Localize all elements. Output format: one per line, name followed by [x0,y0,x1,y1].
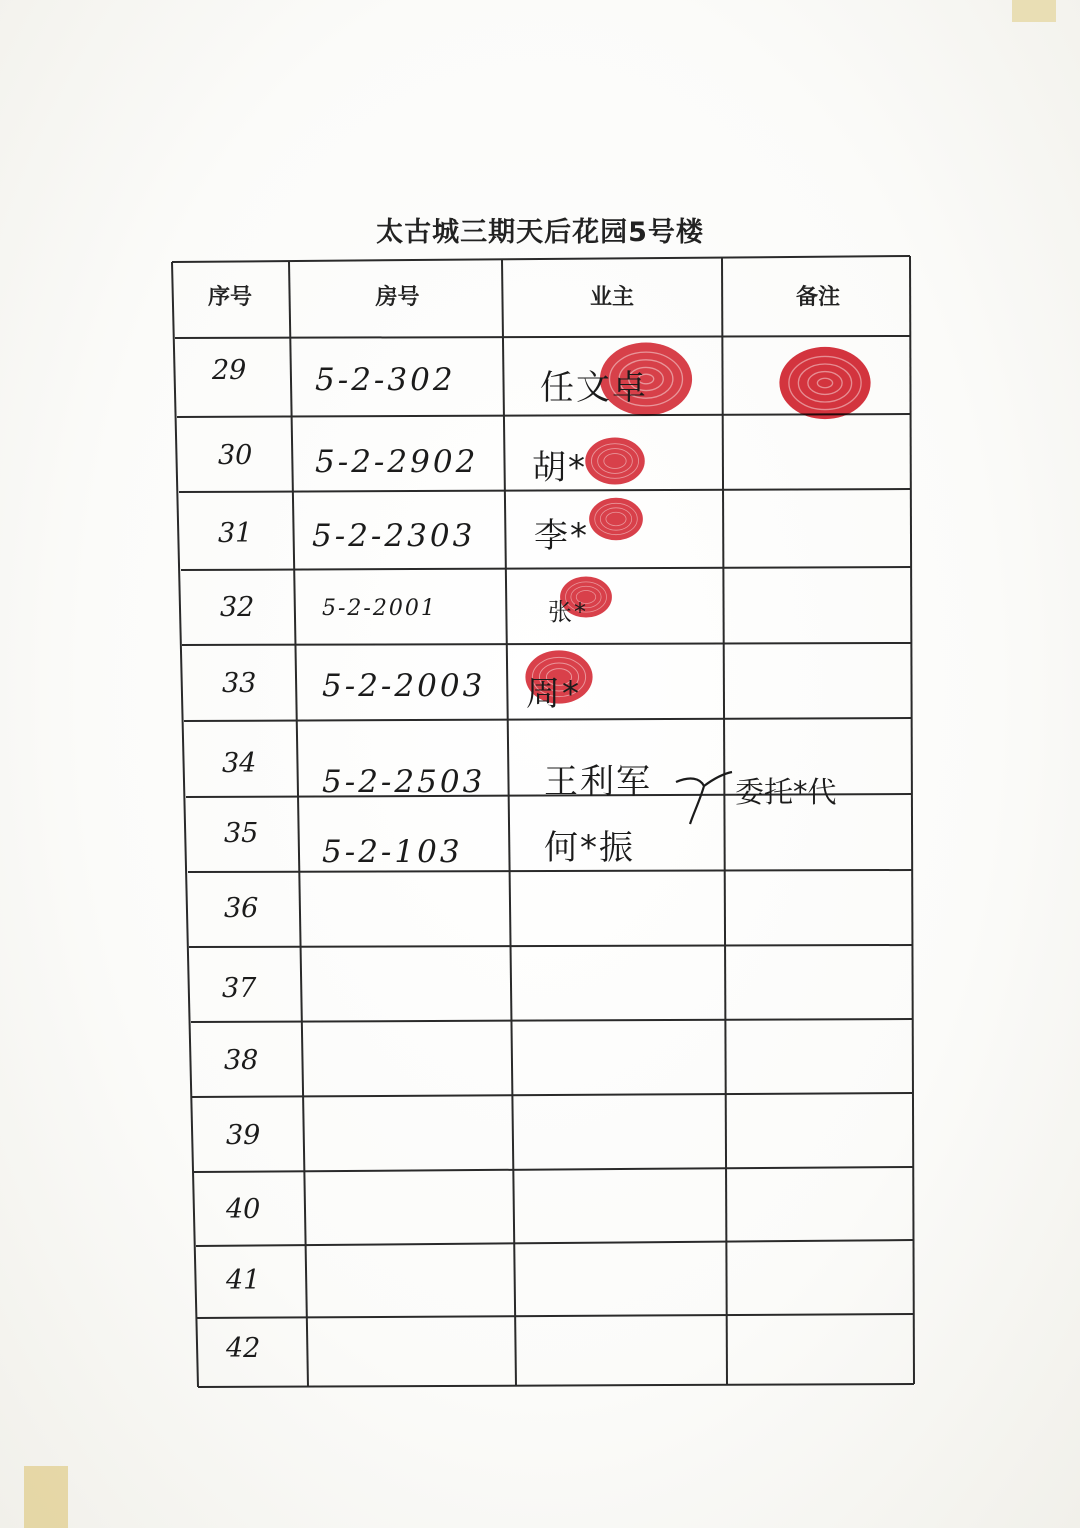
row-number: 29 [212,355,247,386]
page-title: 太古城三期天后花园5号楼 [376,217,704,248]
row-number: 38 [224,1045,259,1076]
row-number: 34 [222,748,257,779]
row-number: 30 [218,440,253,471]
row-number: 40 [226,1194,261,1225]
owner-signature: 胡* [532,448,587,488]
owner-signature: 张* [548,598,588,626]
row-number: 36 [224,893,259,924]
tape-strip [24,1466,68,1528]
column-header-seq: 序号 [207,285,252,310]
owner-signature: 李* [534,516,589,556]
room-number: 5-2-2303 [312,518,476,554]
row-number: 41 [226,1265,261,1296]
row-number: 39 [226,1120,261,1151]
row-number: 32 [220,592,255,623]
row-number: 37 [222,973,257,1004]
column-header-owner: 业主 [589,285,634,310]
room-number: 5-2-2503 [322,764,486,800]
note-entry: 委托*代 [735,775,837,809]
column-header-room: 房号 [375,285,420,310]
row-number: 31 [218,518,253,549]
row-number: 33 [222,668,257,699]
fingerprint [588,488,644,550]
row-number: 42 [226,1333,261,1364]
owner-signature: 何*振 [544,828,635,868]
owner-signature: 王利军 [544,762,652,802]
room-number: 5-2-2003 [322,668,486,704]
fingerprint [773,345,877,421]
room-number: 5-2-2001 [322,596,437,621]
fingerprint [584,425,646,497]
row-number: 35 [224,818,259,849]
tape-strip [1012,0,1056,22]
owner-signature: 周* [526,674,581,714]
room-number: 5-2-302 [315,362,456,398]
room-number: 5-2-2902 [315,444,479,480]
column-header-note: 备注 [795,285,840,310]
owner-signature: 任文卓 [540,368,648,408]
room-number: 5-2-103 [322,834,463,870]
